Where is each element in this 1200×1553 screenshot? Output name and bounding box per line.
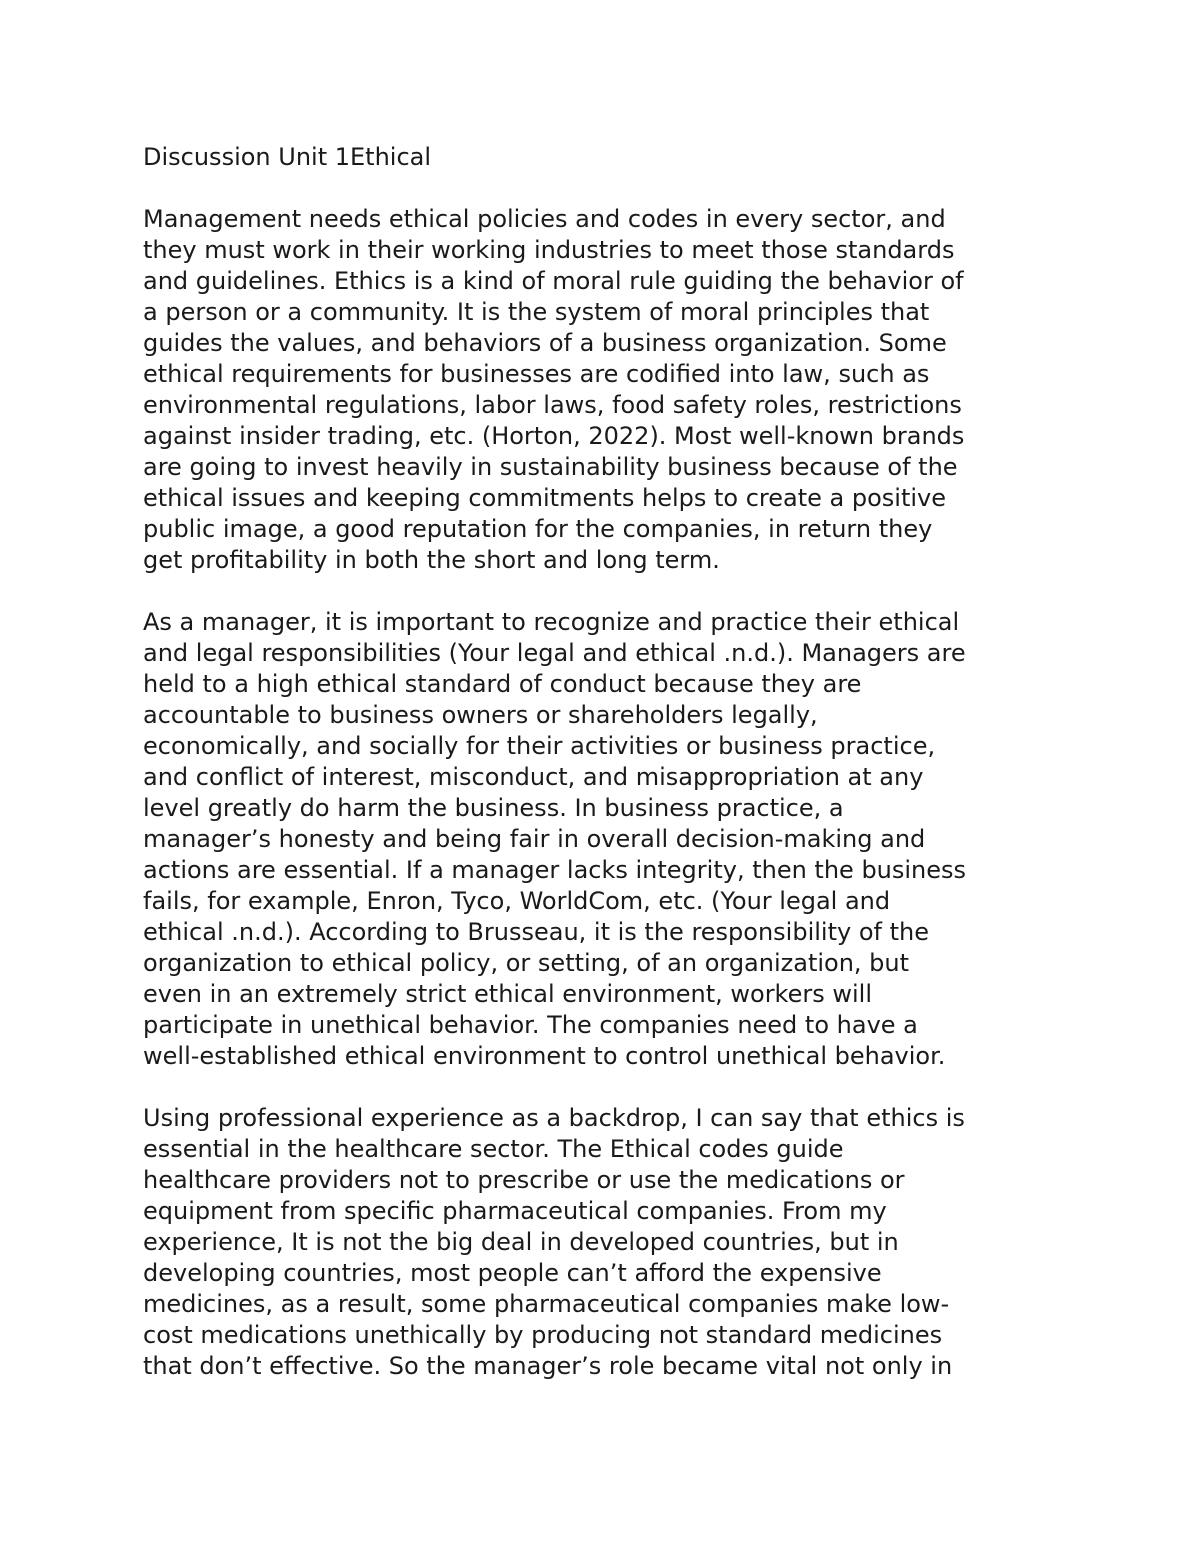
paragraph-line: and guidelines. Ethics is a kind of moral rule guiding the behavior of bbox=[143, 267, 964, 295]
paragraph-line: guides the values, and behaviors of a business organization. Some bbox=[143, 329, 947, 357]
paragraph-line: a person or a community. It is the system of moral principles that bbox=[143, 298, 930, 326]
paragraph-line: As a manager, it is important to recognize and practice their ethical bbox=[143, 608, 960, 636]
paragraph-line: actions are essential. If a manager lacks integrity, then the business bbox=[143, 856, 967, 884]
paragraph-line: held to a high ethical standard of conduct because they are bbox=[143, 670, 862, 698]
paragraph-line: they must work in their working industries to meet those standards bbox=[143, 236, 955, 264]
paragraph-line: healthcare providers not to prescribe or use the medications or bbox=[143, 1166, 905, 1194]
paragraph-line: cost medications unethically by producing not standard medicines bbox=[143, 1321, 943, 1349]
paragraph-line: even in an extremely strict ethical environment, workers will bbox=[143, 980, 872, 1008]
paragraph-line: get profitability in both the short and long term. bbox=[143, 546, 720, 574]
paragraph-line: Using professional experience as a backdrop, I can say that ethics is bbox=[143, 1104, 965, 1132]
paragraph-line: developing countries, most people can’t afford the expensive bbox=[143, 1259, 882, 1287]
paragraph-line: manager’s honesty and being fair in overall decision-making and bbox=[143, 825, 926, 853]
paragraph-3 bbox=[143, 1103, 1063, 1382]
paragraph-line: ethical requirements for businesses are codified into law, such as bbox=[143, 360, 930, 388]
paragraph-line: that don’t effective. So the manager’s role became vital not only in bbox=[143, 1352, 953, 1380]
paragraph-line: well-established ethical environment to control unethical behavior. bbox=[143, 1042, 946, 1070]
paragraph-line: and legal responsibilities (Your legal and ethical .n.d.). Managers are bbox=[143, 639, 966, 667]
paragraph-1 bbox=[143, 204, 1063, 576]
paragraph-line: fails, for example, Enron, Tyco, WorldCom, etc. (Your legal and bbox=[143, 887, 891, 915]
document-body bbox=[143, 142, 1063, 1382]
document-title: Discussion Unit 1Ethical bbox=[143, 143, 432, 171]
paragraph-line: environmental regulations, labor laws, food safety roles, restrictions bbox=[143, 391, 962, 419]
paragraph-line: and conflict of interest, misconduct, and misappropriation at any bbox=[143, 763, 924, 791]
paragraph-2 bbox=[143, 607, 1063, 1072]
paragraph-line: participate in unethical behavior. The companies need to have a bbox=[143, 1011, 918, 1039]
paragraph-line: equipment from specific pharmaceutical companies. From my bbox=[143, 1197, 887, 1225]
paragraph-line: essential in the healthcare sector. The Ethical codes guide bbox=[143, 1135, 844, 1163]
paragraph-line: public image, a good reputation for the companies, in return they bbox=[143, 515, 933, 543]
paragraph-line: organization to ethical policy, or setting, of an organization, but bbox=[143, 949, 910, 977]
paragraph-line: are going to invest heavily in sustainability business because of the bbox=[143, 453, 958, 481]
paragraph-line: accountable to business owners or shareholders legally, bbox=[143, 701, 818, 729]
paragraph-line: against insider trading, etc. (Horton, 2022). Most well-known brands bbox=[143, 422, 965, 450]
paragraph-line: level greatly do harm the business. In business practice, a bbox=[143, 794, 844, 822]
paragraph-line: experience, It is not the big deal in developed countries, but in bbox=[143, 1228, 899, 1256]
paragraph-line: economically, and socially for their activities or business practice, bbox=[143, 732, 936, 760]
paragraph-line: ethical .n.d.). According to Brusseau, it is the responsibility of the bbox=[143, 918, 929, 946]
paragraph-line: Management needs ethical policies and codes in every sector, and bbox=[143, 205, 946, 233]
paragraph-line: medicines, as a result, some pharmaceutical companies make low- bbox=[143, 1290, 950, 1318]
paragraph-line: ethical issues and keeping commitments helps to create a positive bbox=[143, 484, 947, 512]
